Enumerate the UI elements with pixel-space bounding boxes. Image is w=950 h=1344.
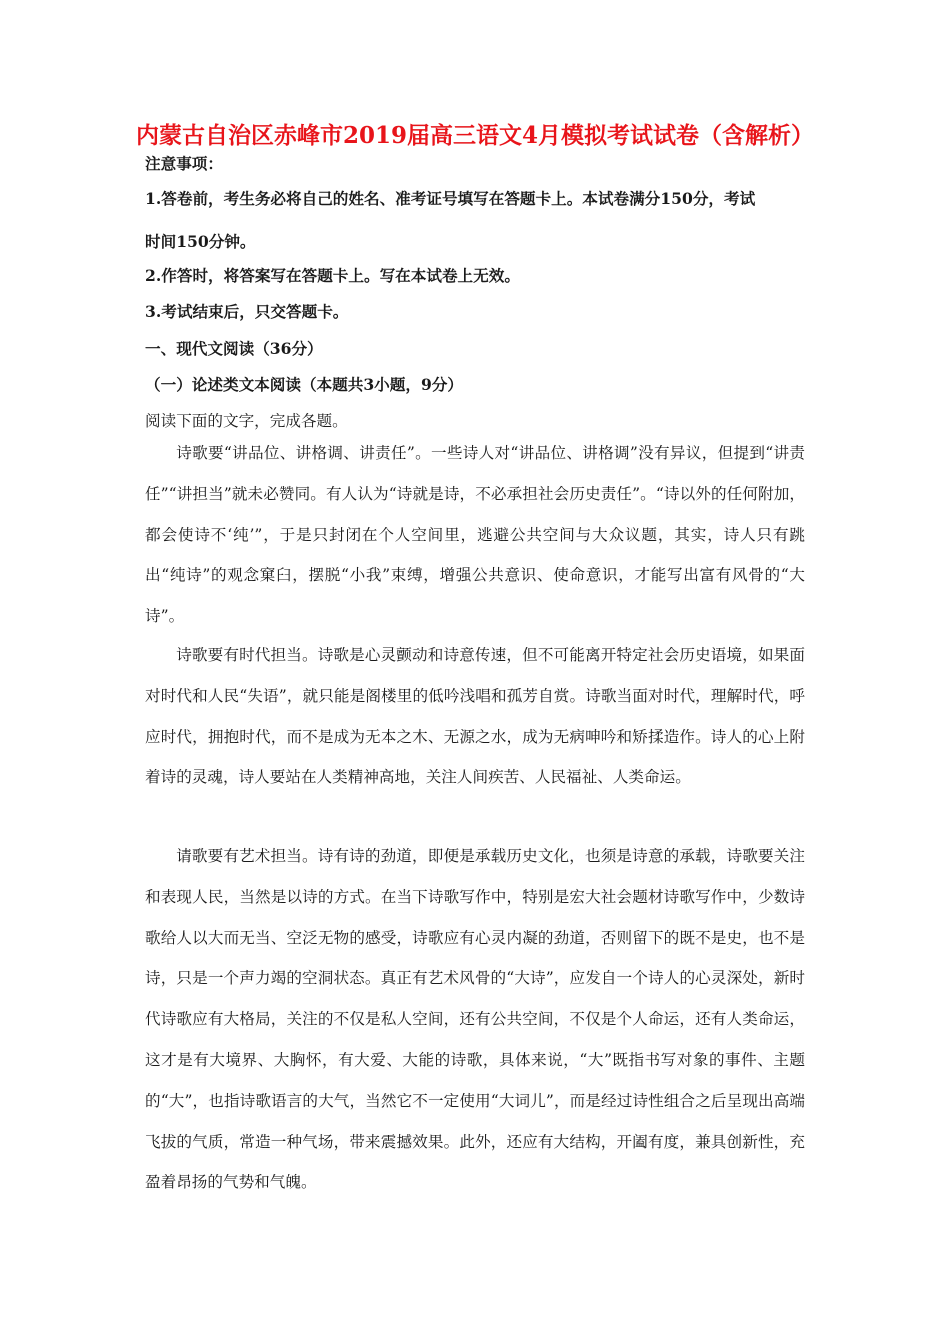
notice-item-3: 3.考试结束后，只交答题卡。 <box>145 302 349 321</box>
document-title: 内蒙古自治区赤峰市2019届高三语文4月模拟考试试卷（含解析） <box>135 122 815 149</box>
reading-instruction: 阅读下面的文字，完成各题。 <box>145 412 348 430</box>
section-heading: 一、现代文阅读（36分） <box>145 339 323 358</box>
notice-item-1-continued: 时间150分钟。 <box>145 232 256 251</box>
notice-item-2: 2.作答时，将答案写在答题卡上。写在本试卷上无效。 <box>145 266 520 285</box>
body-paragraph: 诗歌要“讲品位、讲格调、讲责任”。一些诗人对“讲品位、讲格调”没有异议，但提到“讲责任”“讲担当”就未必赞同。有人认为“诗就是诗，不必承担社会历史责任”。“诗以外的任何附加，都会使诗不‘纯’”，于是只封闭在个人空间里，逃避公共空间与大众议题，其实，诗人只有跳出“纯诗”的观念窠臼，摆脱“小我”束缚，增强公共意识、使命意识，才能写出富有风骨的“大诗”。 <box>145 444 805 626</box>
notice-item-1: 1.答卷前，考生务必将自己的姓名、准考证号填写在答题卡上。本试卷满分150分，考试 <box>145 189 756 208</box>
body-paragraph: 诗歌要有时代担当。诗歌是心灵颤动和诗意传速，但不可能离开特定社会历史语境，如果面对时代和人民“失语”，就只能是阁楼里的低吟浅唱和孤芳自赏。诗歌当面对时代，理解时代，呼应时代，拥抱时代，而不是成为无本之木、无源之水，成为无病呻吟和矫揉造作。诗人的心上附着诗的灵魂，诗人要站在人类精神高地，关注人间疾苦、人民福祉、人类命运。 <box>145 646 805 787</box>
body-paragraph: 请歌要有艺术担当。诗有诗的劲道，即便是承载历史文化，也须是诗意的承载，诗歌要关注和表现人民，当然是以诗的方式。在当下诗歌写作中，特别是宏大社会题材诗歌写作中，少数诗歌给人以大而无当、空泛无物的感受，诗歌应有心灵内凝的劲道，否则留下的既不是史，也不是诗，只是一个声力竭的空洞状态。真正有艺术风骨的“大诗”，应发自一个诗人的心灵深处，新时代诗歌应有大格局，关注的不仅是私人空间，还有公共空间，不仅是个人命运，还有人类命运，这才是有大境界、大胸怀，有大爱、大能的诗歌，具体来说，“大”既指书写对象的事件、主题的“大”，也指诗歌语言的大气，当然它不一定使用“大词儿”，而是经过诗性组合之后呈现出高端飞拔的气质，常造一种气场，带来震撼效果。此外，还应有大结构，开阖有度，兼具创新性，充盈着昂扬的气势和气魄。 <box>145 847 805 1192</box>
subsection-heading: （一）论述类文本阅读（本题共3小题，9分） <box>145 375 463 394</box>
notice-heading: 注意事项： <box>145 154 223 173</box>
